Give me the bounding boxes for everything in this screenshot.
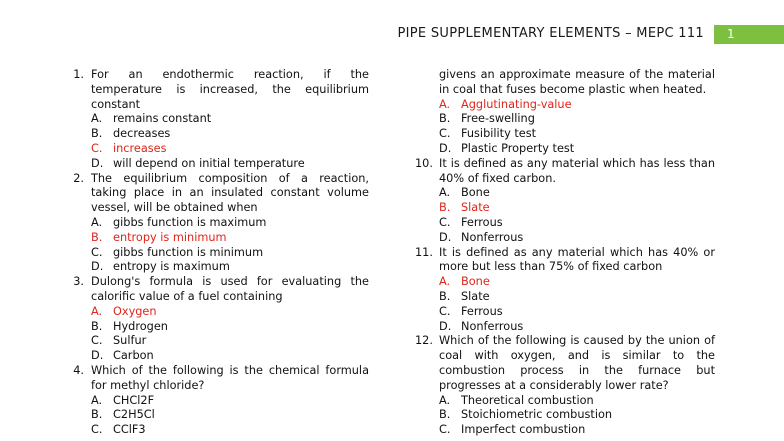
left-column	[67, 68, 369, 438]
option-c: C. Ferrous	[439, 304, 503, 318]
option-a-answer: A. Oxygen	[91, 304, 157, 318]
option-b: B. decreases	[91, 127, 171, 141]
option-b: B. C2H5Cl	[91, 408, 155, 422]
option-d: D. Nonferrous	[439, 319, 524, 333]
option-c: C. gibbs function is minimum	[91, 245, 264, 259]
question-9-continued-text: givens an approximate measure of the material in coal that fuses become plastic when heated.	[439, 68, 715, 96]
option-a: A. Theoretical combustion	[439, 393, 594, 407]
option-c: C. Fusibility test	[439, 127, 537, 141]
option-c-answer: C. increases	[91, 141, 167, 155]
option-c: C. CClF3	[91, 423, 146, 437]
question-text: Which of the following is the chemical formula for methyl chloride?	[91, 363, 369, 392]
option-b: B. Slate	[439, 289, 490, 303]
option-c: C. Sulfur	[91, 334, 147, 348]
option-d: D. Carbon	[91, 349, 154, 363]
question-text: It is defined as any material which has 40% or more but less than 75% of fixed carbon	[439, 245, 715, 274]
question-number: 10.	[415, 156, 433, 170]
question-number: 4.	[73, 363, 84, 377]
question-text-line: For an endothermic reaction, if the	[91, 68, 369, 81]
header-title: PIPE SUPPLEMENTARY ELEMENTS – MEPC 111	[397, 26, 704, 41]
question-number: 11.	[415, 245, 433, 259]
option-a-answer: A. Bone	[439, 275, 490, 289]
option-a-answer: A. Agglutinating-value	[439, 97, 572, 111]
option-d: D. Nonferrous	[439, 230, 524, 244]
option-c: C. Ferrous	[439, 215, 503, 229]
option-d: D. will depend on initial temperature	[91, 156, 305, 170]
question-text: Dulong's formula is used for evaluating the calorific value of a fuel containing	[91, 275, 369, 303]
question-12	[415, 334, 715, 393]
option-b-answer: B. Slate	[439, 201, 490, 215]
option-a: A. gibbs function is maximum	[91, 215, 267, 229]
page-number-badge: 1	[714, 25, 784, 44]
option-a: A. remains constant	[91, 112, 212, 126]
question-text: Which of the following is caused by the union of coal with oxygen, and is similar to the combustion process in the furnace but progresses at a considerably lower rate?	[439, 334, 715, 392]
question-4	[67, 364, 369, 394]
question-text-line: temperature is increased, the equilibrium constant	[91, 82, 369, 111]
question-2	[67, 172, 369, 216]
question-number: 2.	[73, 171, 84, 185]
option-b-answer: B. entropy is minimum	[91, 230, 227, 244]
question-text	[91, 68, 369, 112]
question-number: 3.	[73, 275, 84, 289]
option-b: B. Free-swelling	[439, 112, 535, 126]
question-text: The equilibrium composition of a reaction, taking place in an insulated constant volume vessel, will be obtained when	[91, 171, 369, 215]
question-number: 1.	[73, 68, 84, 81]
question-number: 12.	[415, 334, 433, 348]
question-3	[67, 275, 369, 305]
option-d: D. entropy is maximum	[91, 260, 230, 274]
question-1	[67, 68, 369, 112]
option-a: A. Bone	[439, 186, 490, 200]
option-d: D. Plastic Property test	[439, 141, 575, 155]
option-c: C. Imperfect combustion	[439, 423, 586, 437]
page-header	[0, 25, 784, 45]
right-column	[415, 68, 715, 438]
option-b: B. Hydrogen	[91, 319, 168, 333]
question-11	[415, 246, 715, 276]
question-text: It is defined as any material which has less than 40% of fixed carbon.	[439, 156, 715, 185]
option-b: B. Stoichiometric combustion	[439, 408, 613, 422]
question-10	[415, 157, 715, 187]
option-a: A. CHCl2F	[91, 393, 155, 407]
